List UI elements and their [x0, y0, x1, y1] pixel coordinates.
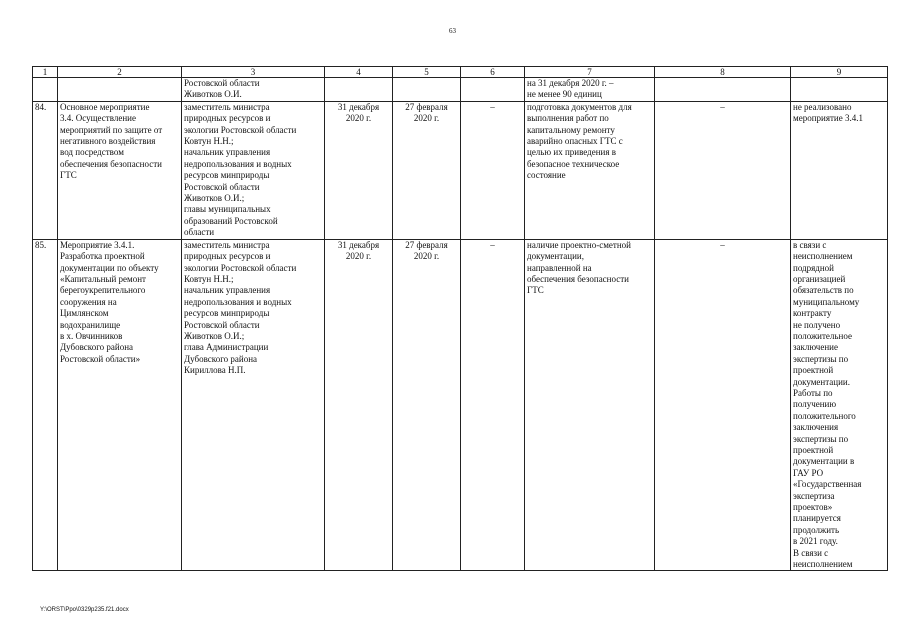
text-line: сооружения на	[60, 296, 117, 307]
column-header: 1	[33, 67, 58, 78]
row-number: 85.	[33, 239, 58, 571]
cell-end-date	[393, 101, 461, 239]
text-line: Дубовского района	[184, 353, 258, 364]
text-line: ГТС	[527, 285, 544, 296]
text-line: Ковтун Н.Н.;	[184, 136, 234, 147]
text-line: природных ресурсов и	[184, 251, 271, 262]
column-header: 9	[791, 67, 888, 78]
text-line: Ростовской области	[184, 319, 260, 330]
text-line: документации в	[793, 456, 855, 467]
text-line: мероприятие 3.4.1	[793, 113, 863, 124]
text-line: «Капитальный ремонт	[60, 273, 146, 284]
text-line: планируется	[793, 513, 841, 524]
cell-name	[58, 78, 182, 102]
text-line: недропользования и водных	[184, 296, 292, 307]
text-line: продолжить	[793, 524, 840, 535]
cell-start-date	[325, 239, 393, 571]
cell-end	[393, 78, 461, 102]
column-header: 6	[461, 67, 525, 78]
text-line: 27 февраля	[405, 239, 448, 250]
text-line: муниципальному	[793, 296, 860, 307]
cell-name	[58, 101, 182, 239]
column-header-row	[33, 67, 888, 78]
text-line: ресурсов минприроды	[184, 170, 270, 181]
text-line: ГТС	[60, 170, 77, 181]
text-line: 2020 г.	[413, 113, 440, 124]
text-line: обеспечения безопасности	[527, 273, 629, 284]
text-line: Ростовской области	[184, 181, 260, 192]
text-line: наличие проектно-сметной	[527, 239, 631, 250]
cell-col6: –	[461, 101, 525, 239]
text-line: недропользования и водных	[184, 158, 292, 169]
cell-name	[58, 239, 182, 571]
text-line: не реализовано	[793, 101, 852, 112]
text-line: Основное мероприятие	[60, 101, 150, 112]
cell-col8: –	[655, 239, 791, 571]
cell-result	[525, 239, 655, 571]
text-line: экспертизы по	[793, 353, 849, 364]
text-line: документации по объекту	[60, 262, 159, 273]
row-number: 84.	[33, 101, 58, 239]
text-line: получению	[793, 399, 837, 410]
column-header: 4	[325, 67, 393, 78]
text-line: подготовка документов для	[527, 101, 632, 112]
text-line: заместитель министра	[184, 101, 270, 112]
table-row	[33, 239, 888, 571]
text-line: В связи с	[793, 547, 829, 558]
table-row	[33, 101, 888, 239]
text-line: выполнения работ по	[527, 113, 609, 124]
cell-responsible	[182, 239, 325, 571]
text-line: природных ресурсов и	[184, 113, 271, 124]
text-line: контракту	[793, 308, 832, 319]
text-line: главы муниципальных	[184, 204, 271, 215]
text-line: начальник управления	[184, 147, 271, 158]
cell-start-date	[325, 101, 393, 239]
column-header: 3	[182, 67, 325, 78]
text-line: Ростовской области	[184, 78, 260, 88]
cell-col8: –	[655, 101, 791, 239]
text-line: на 31 декабря 2020 г. –	[527, 78, 614, 88]
text-line: Животков О.И.;	[184, 330, 245, 341]
text-line: организацией	[793, 273, 846, 284]
cell-result	[525, 78, 655, 102]
text-line: Ростовской области»	[60, 353, 141, 364]
column-header: 7	[525, 67, 655, 78]
text-line: заместитель министра	[184, 239, 270, 250]
report-table	[32, 66, 888, 571]
text-line: водохранилище	[60, 319, 121, 330]
text-line: проектов»	[793, 502, 833, 513]
text-line: 31 декабря	[337, 101, 380, 112]
text-line: экспертизы по	[793, 433, 849, 444]
text-line: вод посредством	[60, 147, 124, 158]
text-line: Животков О.И.;	[184, 193, 245, 204]
text-line: аварийно опасных ГТС с	[527, 136, 623, 147]
text-line: 2020 г.	[345, 113, 372, 124]
text-line: негативного воздействия	[60, 136, 156, 147]
text-line: не получено	[793, 319, 841, 330]
text-line: берегоукрепительного	[60, 285, 146, 296]
cell-col8	[655, 78, 791, 102]
text-line: в 2021 году.	[793, 536, 838, 547]
text-line: проектной	[793, 445, 834, 455]
cell-end-date	[393, 239, 461, 571]
text-line: Разработка проектной	[60, 251, 145, 262]
text-line: 31 декабря	[337, 239, 380, 250]
cell-result	[525, 101, 655, 239]
column-header: 5	[393, 67, 461, 78]
page-number: 63	[449, 27, 456, 35]
text-line: целью их приведения в	[527, 147, 616, 158]
text-line: безопасное техническое	[527, 158, 620, 169]
text-line: 3.4. Осуществление	[60, 113, 136, 124]
text-line: в связи с	[793, 239, 827, 250]
file-path-footer: Y:\ORST\Ppo\0329p235.f21.docx	[40, 607, 129, 613]
text-line: положительное	[793, 330, 852, 341]
text-line: экологии Ростовской области	[184, 262, 297, 273]
text-line: 27 февраля	[405, 101, 448, 112]
cell-responsible	[182, 78, 325, 102]
text-line: Цимлянском	[60, 308, 109, 319]
text-line: не менее 90 единиц	[527, 89, 602, 100]
text-line: заключение	[793, 342, 838, 353]
text-line: Дубовского района	[60, 342, 134, 353]
text-line: обеспечения безопасности	[60, 158, 162, 169]
cell-note	[791, 239, 888, 571]
text-line: 2020 г.	[345, 251, 372, 262]
text-line: ресурсов минприроды	[184, 308, 270, 319]
text-line: состояние	[527, 170, 566, 181]
text-line: начальник управления	[184, 285, 271, 296]
cell-num	[33, 78, 58, 102]
continuation-row	[33, 78, 888, 102]
text-line: капитальному ремонту	[527, 124, 615, 135]
cell-note	[791, 101, 888, 239]
text-line: Ковтун Н.Н.;	[184, 273, 234, 284]
text-line: обязательств по	[793, 285, 854, 296]
text-line: документации.	[793, 376, 850, 387]
text-line: Мероприятие 3.4.1.	[60, 239, 135, 250]
text-line: положительного	[793, 410, 856, 421]
text-line: 2020 г.	[413, 251, 440, 262]
text-line: неисполнением	[793, 251, 853, 262]
cell-responsible	[182, 101, 325, 239]
column-header: 8	[655, 67, 791, 78]
text-line: образований Ростовской	[184, 215, 278, 226]
text-line: области	[184, 227, 215, 238]
text-line: неисполнением	[793, 559, 853, 570]
text-line: «Государственная	[793, 479, 862, 490]
text-line: Кириллова Н.П.	[184, 365, 246, 376]
text-line: глава Администрации	[184, 342, 269, 353]
text-line: проектной	[793, 365, 834, 376]
cell-start	[325, 78, 393, 102]
text-line: подрядной	[793, 262, 834, 273]
column-header: 2	[58, 67, 182, 78]
text-line: направленной на	[527, 262, 592, 273]
text-line: документации,	[527, 251, 584, 262]
text-line: в х. Овчинников	[60, 330, 123, 341]
cell-col6	[461, 78, 525, 102]
text-line: мероприятий по защите от	[60, 124, 163, 135]
text-line: ГАУ РО	[793, 467, 824, 478]
text-line: Работы по	[793, 387, 833, 398]
text-line: экологии Ростовской области	[184, 124, 297, 135]
cell-col6: –	[461, 239, 525, 571]
cell-note	[791, 78, 888, 102]
text-line: заключения	[793, 422, 839, 433]
text-line: Животков О.И.	[184, 89, 242, 100]
text-line: экспертиза	[793, 490, 835, 501]
